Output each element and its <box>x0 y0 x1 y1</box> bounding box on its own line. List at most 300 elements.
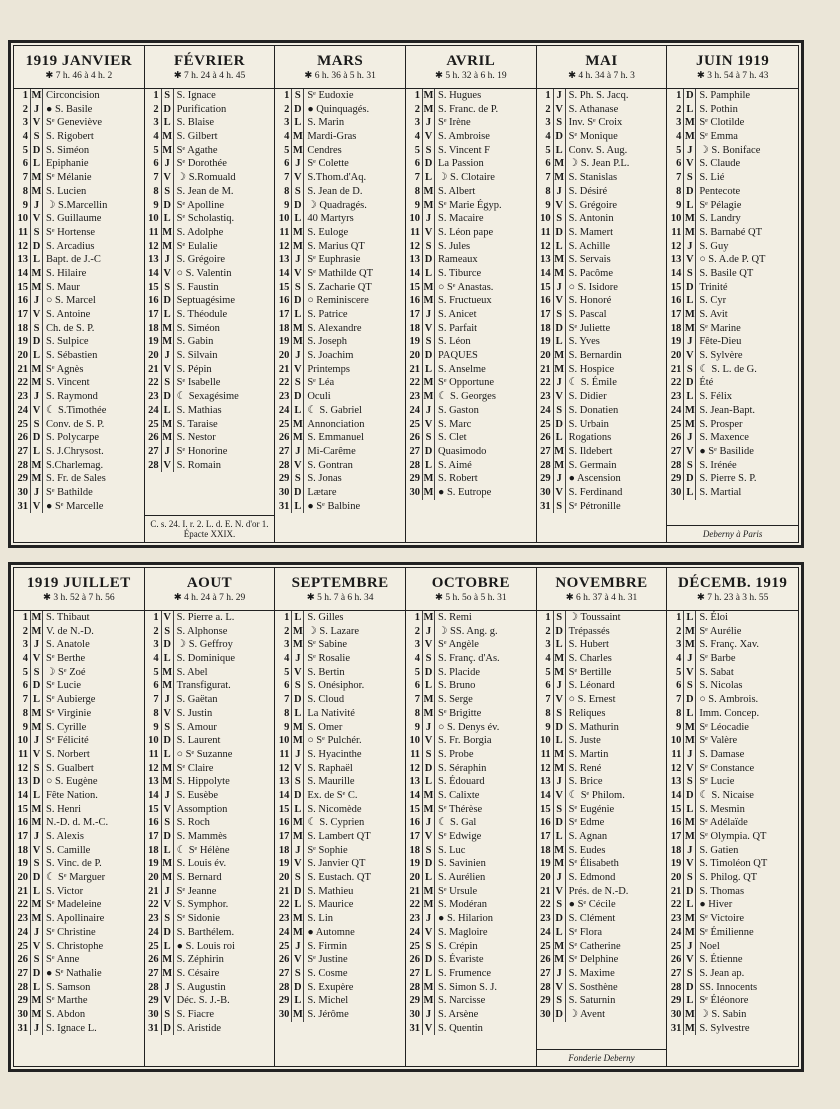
day-row <box>406 926 536 940</box>
weekday-letter: S <box>292 967 304 981</box>
weekday-letter: M <box>162 680 173 692</box>
day-row <box>406 157 536 171</box>
day-number: 11 <box>145 226 162 240</box>
saint-name: Sᵉ Justine <box>307 954 348 966</box>
day-row <box>406 103 536 117</box>
day-row <box>406 762 536 776</box>
saint-name: S. Ph. S. Jacq. <box>568 90 629 101</box>
saint-name: S. Omer <box>307 721 343 733</box>
day-row <box>537 898 667 912</box>
day-row <box>14 953 144 967</box>
saint-name: Sᵉ Eulalie <box>176 240 218 252</box>
saint-name: Sᵉ Dorothée <box>176 158 227 170</box>
day-row <box>14 1022 144 1036</box>
weekday-letter: V <box>162 611 174 625</box>
day-number: 9 <box>145 199 162 213</box>
saint-name: ○ S. Valentin <box>176 267 232 279</box>
sunrise-sunset: ✱ 4 h. 34 à 7 h. 3 <box>568 71 635 81</box>
day-row <box>275 349 405 363</box>
day-number: 21 <box>14 363 31 377</box>
saint-name: S.Charlemag. <box>46 459 104 471</box>
weekday-letter: V <box>162 171 174 185</box>
day-row <box>406 871 536 885</box>
day-row <box>406 185 536 199</box>
weekday-letter: L <box>162 404 174 418</box>
weekday-letter: S <box>684 775 696 789</box>
weekday-letter: S <box>554 116 566 130</box>
day-row <box>667 171 798 185</box>
sunrise-sunset: ✱ 5 h. 7 à 6 h. 34 <box>306 593 374 603</box>
sunrise-sunset: ✱ 6 h. 37 à 4 h. 31 <box>565 593 638 603</box>
day-row <box>145 445 275 459</box>
day-number: 18 <box>14 322 31 336</box>
saint-name: S. Guillaume <box>46 213 102 225</box>
weekday-letter: D <box>31 431 43 445</box>
saint-name: ☽ S.Romuald <box>176 172 236 184</box>
saint-name: Mardi-Gras <box>307 131 357 143</box>
saint-name: S. Bernardin <box>568 350 622 362</box>
weekday-letter: V <box>31 844 43 858</box>
weekday-letter: V <box>292 267 304 281</box>
day-row <box>667 666 798 680</box>
month-footnote: C. s. 24. I. r. 2. L. d. E. N. d'or 1. Épacte XXIX. <box>145 515 275 542</box>
weekday-letter: S <box>423 940 435 954</box>
saint-name: Sᵉ Sidonie <box>176 913 220 925</box>
weekday-letter: S <box>31 130 43 144</box>
day-row <box>145 308 275 322</box>
day-row <box>667 253 798 267</box>
saint-name: S. Crépin <box>438 940 478 952</box>
weekday-letter: M <box>554 748 565 760</box>
day-number: 25 <box>667 418 684 432</box>
day-row <box>406 981 536 995</box>
day-number: 25 <box>145 418 162 432</box>
day-row <box>406 281 536 295</box>
saint-name: S. Fr. Borgia <box>438 735 492 747</box>
day-number: 25 <box>275 418 292 432</box>
day-row <box>145 857 275 871</box>
day-row <box>275 157 405 171</box>
day-number: 4 <box>145 130 162 144</box>
weekday-letter: M <box>554 267 565 279</box>
day-number: 14 <box>406 789 423 803</box>
saint-name: Assomption <box>176 803 228 815</box>
day-row <box>14 212 144 226</box>
month-column <box>406 568 537 1066</box>
weekday-letter: M <box>684 309 695 320</box>
saint-name: S. Félix <box>699 391 733 403</box>
day-number: 29 <box>14 472 31 486</box>
saint-name: Rameaux <box>438 254 478 266</box>
saint-name: ☽ Toussaint <box>568 612 621 623</box>
saint-name: S. Emmanuel <box>307 432 364 444</box>
saint-name: S. Honoré <box>568 295 612 307</box>
day-number: 11 <box>275 748 292 762</box>
day-row <box>14 294 144 308</box>
saint-name: S. Jean de M. <box>176 185 234 197</box>
day-number: 1 <box>145 611 162 625</box>
weekday-letter: S <box>423 652 435 666</box>
day-number: 27 <box>14 445 31 459</box>
weekday-letter: L <box>292 898 304 912</box>
day-row <box>145 130 275 144</box>
weekday-letter: M <box>31 459 42 471</box>
day-row <box>275 940 405 954</box>
weekday-letter: L <box>423 775 435 789</box>
day-row <box>406 144 536 158</box>
weekday-letter: L <box>162 748 174 762</box>
weekday-letter: S <box>684 171 696 185</box>
day-number: 6 <box>667 679 684 693</box>
day-number: 4 <box>667 652 684 666</box>
day-row <box>14 472 144 486</box>
saint-name: Sᵉ Clotilde <box>699 117 745 129</box>
saint-name: S. Maxence <box>699 432 749 444</box>
saint-name: La Nativité <box>307 707 355 719</box>
saint-name: Sᵉ Léocadie <box>699 721 749 733</box>
weekday-letter: L <box>684 390 696 404</box>
weekday-letter: L <box>684 611 696 625</box>
weekday-letter: L <box>31 349 43 363</box>
weekday-letter: S <box>292 281 304 295</box>
day-row <box>14 199 144 213</box>
weekday-letter: D <box>554 816 566 830</box>
month-title: DÉCEMB. 1919 <box>677 575 788 591</box>
weekday-letter: L <box>31 693 43 707</box>
saint-name: ☽ S. Geffroy <box>176 639 233 651</box>
weekday-letter: V <box>31 500 43 514</box>
day-number: 30 <box>667 1008 684 1022</box>
saint-name: S. Franç. d'As. <box>438 653 500 665</box>
weekday-letter: L <box>162 308 174 322</box>
day-row <box>537 267 667 281</box>
day-number: 11 <box>537 748 554 762</box>
saint-name: S. Lucien <box>46 185 87 197</box>
weekday-letter: S <box>31 666 43 680</box>
saint-name: S. Patrice <box>307 309 348 320</box>
day-row <box>667 363 798 377</box>
saint-name: S. Alphonse <box>176 625 228 637</box>
day-number: 10 <box>275 212 292 226</box>
day-row <box>275 679 405 693</box>
saint-name: S. René <box>568 762 602 774</box>
day-row <box>537 638 667 652</box>
day-number: 20 <box>406 871 423 885</box>
day-row <box>275 885 405 899</box>
day-row <box>667 803 798 817</box>
weekday-letter: V <box>684 857 696 871</box>
day-row <box>145 267 275 281</box>
weekday-letter: S <box>554 404 566 418</box>
day-number: 27 <box>145 445 162 459</box>
day-number: 17 <box>667 830 684 844</box>
saint-name: Déc. S. J.-B. <box>176 995 230 1007</box>
day-number: 29 <box>145 994 162 1008</box>
day-number: 31 <box>14 1022 31 1036</box>
day-number: 12 <box>406 762 423 776</box>
day-number: 9 <box>537 721 554 735</box>
day-row <box>275 116 405 130</box>
day-row <box>406 1022 536 1036</box>
saint-name: S. Évariste <box>438 954 484 966</box>
day-number: 8 <box>406 707 423 721</box>
saint-name: S. Apollinaire <box>46 913 105 925</box>
day-row <box>667 762 798 776</box>
weekday-letter: D <box>684 789 696 803</box>
day-number: 22 <box>275 376 292 390</box>
weekday-letter: M <box>31 185 42 197</box>
weekday-letter: J <box>31 734 43 748</box>
saint-name: Prés. de N.-D. <box>568 885 629 897</box>
saint-name: ☾ S. L. de G. <box>699 363 757 375</box>
weekday-letter: L <box>684 803 696 817</box>
day-number: 6 <box>145 157 162 171</box>
weekday-letter: J <box>162 349 174 363</box>
saint-name: S. Zéphirin <box>176 954 224 966</box>
day-number: 14 <box>667 267 684 281</box>
day-row <box>667 267 798 281</box>
day-number: 22 <box>667 898 684 912</box>
day-row <box>145 253 275 267</box>
saint-name: Sᵉ Euphrasie <box>307 254 361 266</box>
day-row <box>406 363 536 377</box>
saint-name: S. Antoine <box>46 309 91 320</box>
day-row <box>406 775 536 789</box>
day-number: 22 <box>14 898 31 912</box>
day-number: 30 <box>275 486 292 500</box>
month-column <box>537 46 668 542</box>
day-row <box>145 144 275 158</box>
day-number: 28 <box>537 981 554 995</box>
weekday-letter: V <box>554 981 566 995</box>
saint-name: S. Vinc. de P. <box>46 858 102 870</box>
saint-name: S. Franc. de P. <box>438 103 499 115</box>
saint-name: Sᵉ Eugénie <box>568 803 615 815</box>
day-number: 5 <box>537 144 554 158</box>
saint-name: S. Martial <box>699 486 742 498</box>
weekday-letter: M <box>292 226 303 238</box>
saint-name: S. Aristide <box>176 1022 221 1034</box>
day-number: 3 <box>14 116 31 130</box>
weekday-letter: S <box>292 89 304 103</box>
saint-name: Sᵉ Lucie <box>46 680 82 692</box>
day-row <box>667 157 798 171</box>
day-number: 20 <box>667 349 684 363</box>
day-row <box>275 335 405 349</box>
day-row <box>537 294 667 308</box>
day-number: 10 <box>275 734 292 748</box>
weekday-letter: D <box>162 638 174 652</box>
day-row <box>406 789 536 803</box>
saint-name: V. de N.-D. <box>46 625 94 637</box>
day-number: 3 <box>406 638 423 652</box>
day-number: 9 <box>14 199 31 213</box>
day-row <box>667 953 798 967</box>
day-number: 22 <box>406 898 423 912</box>
day-row <box>537 116 667 130</box>
day-number: 28 <box>275 459 292 473</box>
day-row <box>667 912 798 926</box>
day-row <box>406 431 536 445</box>
weekday-letter: M <box>162 322 173 334</box>
saint-name: S. Pierre a. L. <box>176 612 235 623</box>
day-number: 28 <box>667 981 684 995</box>
month-header <box>667 568 798 611</box>
saint-name: La Passion <box>438 158 484 170</box>
day-row <box>406 912 536 926</box>
weekday-letter: L <box>292 116 304 130</box>
saint-name: S. Pothin <box>699 103 738 115</box>
day-row <box>667 185 798 199</box>
weekday-letter: D <box>31 335 43 349</box>
saint-name: ● Hiver <box>699 899 733 911</box>
saint-name: Bapt. de J.-C <box>46 254 101 266</box>
weekday-letter: V <box>423 734 435 748</box>
weekday-letter: V <box>292 762 304 776</box>
day-number: 16 <box>537 294 554 308</box>
saint-name: S. Léon <box>438 336 471 348</box>
weekday-letter: L <box>31 981 43 995</box>
day-list <box>275 89 405 542</box>
weekday-letter: M <box>31 1008 42 1020</box>
saint-name: ☾ S.Timothée <box>46 404 107 416</box>
weekday-letter: V <box>292 666 304 680</box>
weekday-letter: S <box>554 803 566 817</box>
day-row <box>275 844 405 858</box>
weekday-letter: V <box>554 693 566 707</box>
weekday-letter: L <box>554 638 566 652</box>
weekday-letter: S <box>31 953 43 967</box>
weekday-letter: S <box>292 871 304 885</box>
saint-name: S. Siméon <box>176 322 220 334</box>
day-number: 15 <box>406 803 423 817</box>
day-row <box>275 281 405 295</box>
day-number: 4 <box>14 130 31 144</box>
day-number: 27 <box>667 445 684 459</box>
saint-name: S. Magloire <box>438 926 488 938</box>
day-number: 8 <box>667 707 684 721</box>
day-number: 21 <box>145 885 162 899</box>
day-row <box>145 376 275 390</box>
day-number: 10 <box>14 212 31 226</box>
day-row <box>406 130 536 144</box>
day-number: 27 <box>14 967 31 981</box>
day-number: 1 <box>275 611 292 625</box>
saint-name: S. Raphaël <box>307 762 353 774</box>
day-number: 12 <box>14 240 31 254</box>
day-number: 10 <box>537 734 554 748</box>
day-row <box>667 103 798 117</box>
day-number: 13 <box>406 775 423 789</box>
day-number: 31 <box>667 1022 684 1036</box>
day-number: 16 <box>14 816 31 830</box>
day-number: 24 <box>537 926 554 940</box>
day-row <box>275 376 405 390</box>
month-header <box>537 46 667 89</box>
day-number: 8 <box>145 185 162 199</box>
saint-name: S. Jérôme <box>307 1008 349 1020</box>
day-number: 18 <box>275 844 292 858</box>
month-title: JUIN 1919 <box>696 53 770 69</box>
weekday-letter: D <box>162 734 174 748</box>
weekday-letter: D <box>31 144 43 158</box>
day-row <box>14 349 144 363</box>
weekday-letter: M <box>292 1008 303 1020</box>
saint-name: S. Augustin <box>176 981 226 993</box>
day-number: 7 <box>145 693 162 707</box>
day-row <box>667 445 798 459</box>
day-number: 31 <box>537 500 554 514</box>
day-row <box>14 871 144 885</box>
saint-name: S. Éloi <box>699 612 728 623</box>
weekday-letter: M <box>684 625 695 637</box>
weekday-letter: J <box>554 472 566 486</box>
saint-name: ● Quinquagés. <box>307 103 370 115</box>
saint-name: S. Philog. QT <box>699 872 758 884</box>
saint-name: S. Mamert <box>568 226 613 238</box>
saint-name: S. Yves <box>568 336 600 348</box>
day-row <box>145 830 275 844</box>
day-row <box>145 171 275 185</box>
saint-name: Transfigurat. <box>176 680 231 692</box>
saint-name: S. Stanislas <box>568 172 618 184</box>
day-row <box>537 130 667 144</box>
month-title: 1919 JANVIER <box>25 53 133 69</box>
weekday-letter: D <box>292 693 304 707</box>
month-column <box>667 568 798 1066</box>
saint-name: S. Joachim <box>307 350 354 362</box>
day-number: 19 <box>14 335 31 349</box>
saint-name: S. Irénée <box>699 459 737 471</box>
day-row <box>667 199 798 213</box>
saint-name: S. Thomas <box>699 885 745 897</box>
day-row <box>145 390 275 404</box>
day-number: 26 <box>537 431 554 445</box>
weekday-letter: J <box>423 721 435 735</box>
weekday-letter: J <box>31 926 43 940</box>
day-number: 18 <box>145 322 162 336</box>
saint-name: ○ S. Marcel <box>46 295 96 307</box>
weekday-letter: J <box>684 652 696 666</box>
day-number: 14 <box>406 267 423 281</box>
saint-name: S. Nicolas <box>699 680 743 692</box>
day-row <box>667 994 798 1008</box>
saint-name: S. J.Chrysost. <box>46 445 104 457</box>
day-row <box>275 418 405 432</box>
weekday-letter: S <box>162 185 174 199</box>
weekday-letter: M <box>423 995 434 1007</box>
weekday-letter: L <box>292 500 304 514</box>
day-row <box>406 199 536 213</box>
weekday-letter: D <box>423 445 435 459</box>
weekday-letter: L <box>31 789 43 803</box>
day-number: 13 <box>145 775 162 789</box>
day-row <box>275 322 405 336</box>
day-row <box>145 803 275 817</box>
saint-name: S. Symphor. <box>176 899 229 911</box>
weekday-letter: M <box>423 803 434 815</box>
saint-name: S. Marc <box>438 418 472 430</box>
day-number: 3 <box>145 638 162 652</box>
day-number: 7 <box>14 693 31 707</box>
saint-name: S. Grégoire <box>176 254 226 266</box>
weekday-letter: J <box>684 844 696 858</box>
saint-name: S. Vincent F <box>438 144 490 156</box>
saint-name: Sᵉ Léa <box>307 377 335 389</box>
day-row <box>275 472 405 486</box>
day-row <box>406 253 536 267</box>
day-number: 23 <box>537 912 554 926</box>
